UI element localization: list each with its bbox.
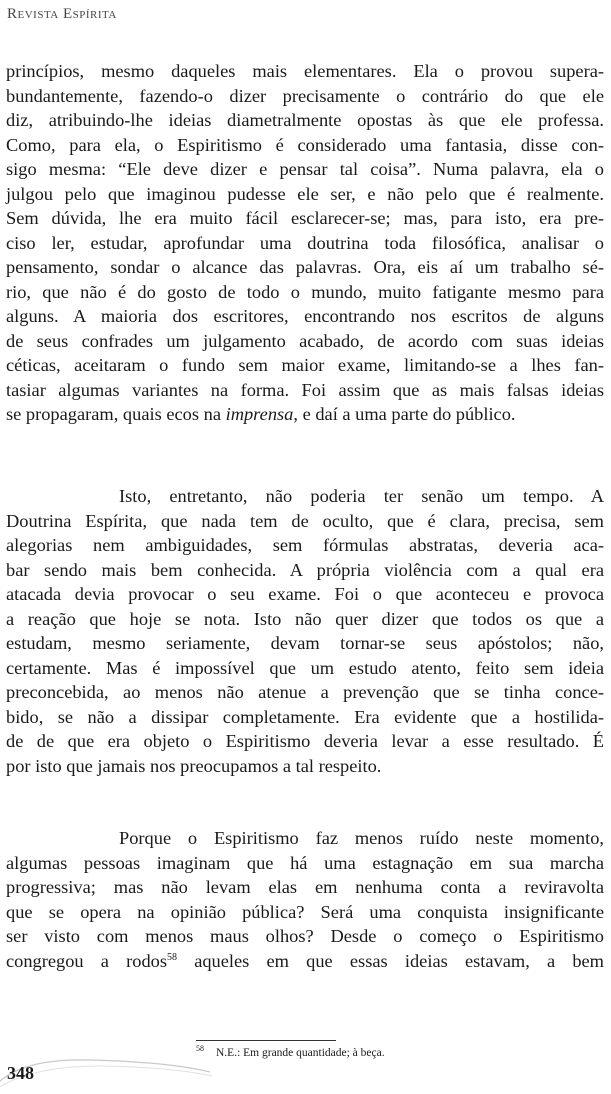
text-segment: aqueles em que essas ideias estavam, a bem [177, 950, 604, 971]
footnote-marker: 58 [196, 1044, 204, 1054]
footnote [196, 1044, 385, 1059]
text-line: tasiar algumas variantes na forma. Foi assim que as mais falsas ideias [6, 379, 604, 400]
running-header: Revista Espírita [7, 6, 117, 22]
text-segment: se propagaram, quais ecos na [6, 404, 226, 424]
text-line: de de que era objeto o Espiritismo deveria levar a esse resultado. É [6, 731, 604, 751]
paragraph-3 [6, 826, 604, 973]
text-line: princípios, mesmo daqueles mais elementares. Ela o provou supera- [6, 61, 604, 81]
text-line: ciso ler, estudar, aprofundar uma doutrina toda filosófica, analisar o [6, 232, 604, 253]
text-line: que se opera na opinião pública? Será uma conquista insignificante [6, 901, 604, 922]
text-line: Porque o Espiritismo faz menos ruído neste momento, [119, 828, 604, 848]
text-segment: congregou a rodos [6, 950, 168, 971]
text-line: alguns. A maioria dos escritores, encontrando nos escritos de alguns [6, 306, 604, 326]
text-line: bar sendo mais bem conhecida. A própria violência com a qual era [6, 559, 604, 580]
text-line: de seus confrades um julgamento acabado, de acordo com suas ideias [6, 330, 604, 351]
text-line: certamente. Mas é impossível que um estudo atento, feito sem ideia [6, 657, 604, 678]
text-line: bundantemente, fazendo-o dizer precisamente o contrário do que ele [6, 85, 604, 106]
text-line: Como, para ela, o Espiritismo é considerado uma fantasia, disse con- [6, 134, 604, 155]
text-line: sigo mesma: “Ele deve dizer e pensar tal coisa”. Numa palavra, ela o [6, 159, 604, 179]
paragraph-1 [6, 59, 604, 427]
text-line: pensamento, sondar o alcance das palavras. Ora, eis aí um trabalho sé- [6, 257, 604, 277]
text-line: Isto, entretanto, não poderia ter senão um tempo. A [119, 486, 604, 506]
text-segment: , e daí a uma parte do público. [293, 404, 516, 424]
footnote-divider [196, 1040, 336, 1041]
text-line: Doutrina Espírita, que nada tem de oculto, que é clara, precisa, sem [6, 510, 604, 531]
text-line: rio, que não é do gosto de todo o mundo, muito fatigante mesmo para [6, 281, 604, 302]
text-line [6, 402, 604, 427]
text-line [6, 949, 604, 974]
footnote-text: N.E.: Em grande quantidade; à beça. [216, 1047, 385, 1059]
paragraph-2 [6, 484, 604, 778]
text-line: alegorias nem ambiguidades, sem fórmulas abstratas, deveria aca- [6, 535, 604, 555]
italic-word: imprensa [225, 404, 294, 424]
text-line: Sem dúvida, lhe era muito fácil esclarecer-se; mas, para isto, era pre- [6, 208, 604, 228]
page-number: 348 [7, 1063, 34, 1083]
text-line: preconcebida, ao menos não atenue a prevenção que se tinha conce- [6, 682, 604, 702]
text-line: bido, se não a dissipar completamente. Era evidente que a hostilida- [6, 706, 604, 727]
text-line: a reação que hoje se nota. Isto não quer dizer que todos os que a [6, 608, 604, 629]
text-line: julgou pelo que imaginou pudesse ele ser, e não pelo que é realmente. [6, 183, 604, 204]
text-line: estudam, mesmo seriamente, devam tornar-se seus apóstolos; não, [6, 633, 604, 653]
text-line: ser visto com menos maus olhos? Desde o começo o Espiritismo [6, 926, 604, 946]
text-line: diz, atribuindo-lhe ideias diametralmente opostas às que ele professa. [6, 110, 604, 130]
text-line: atacada devia provocar o seu exame. Foi o que aconteceu e provoca [6, 584, 604, 604]
text-line: céticas, aceitaram o fundo sem maior exame, limitando-se a lhes fan- [6, 355, 604, 375]
text-line: algumas pessoas imaginam que há uma estagnação em sua marcha [6, 852, 604, 873]
text-line: por isto que jamais nos preocupamos a tal respeito. [6, 755, 382, 776]
text-line: progressiva; mas não levam elas em nenhuma conta a reviravolta [6, 877, 604, 897]
footnote-reference[interactable]: 58 [167, 951, 178, 963]
